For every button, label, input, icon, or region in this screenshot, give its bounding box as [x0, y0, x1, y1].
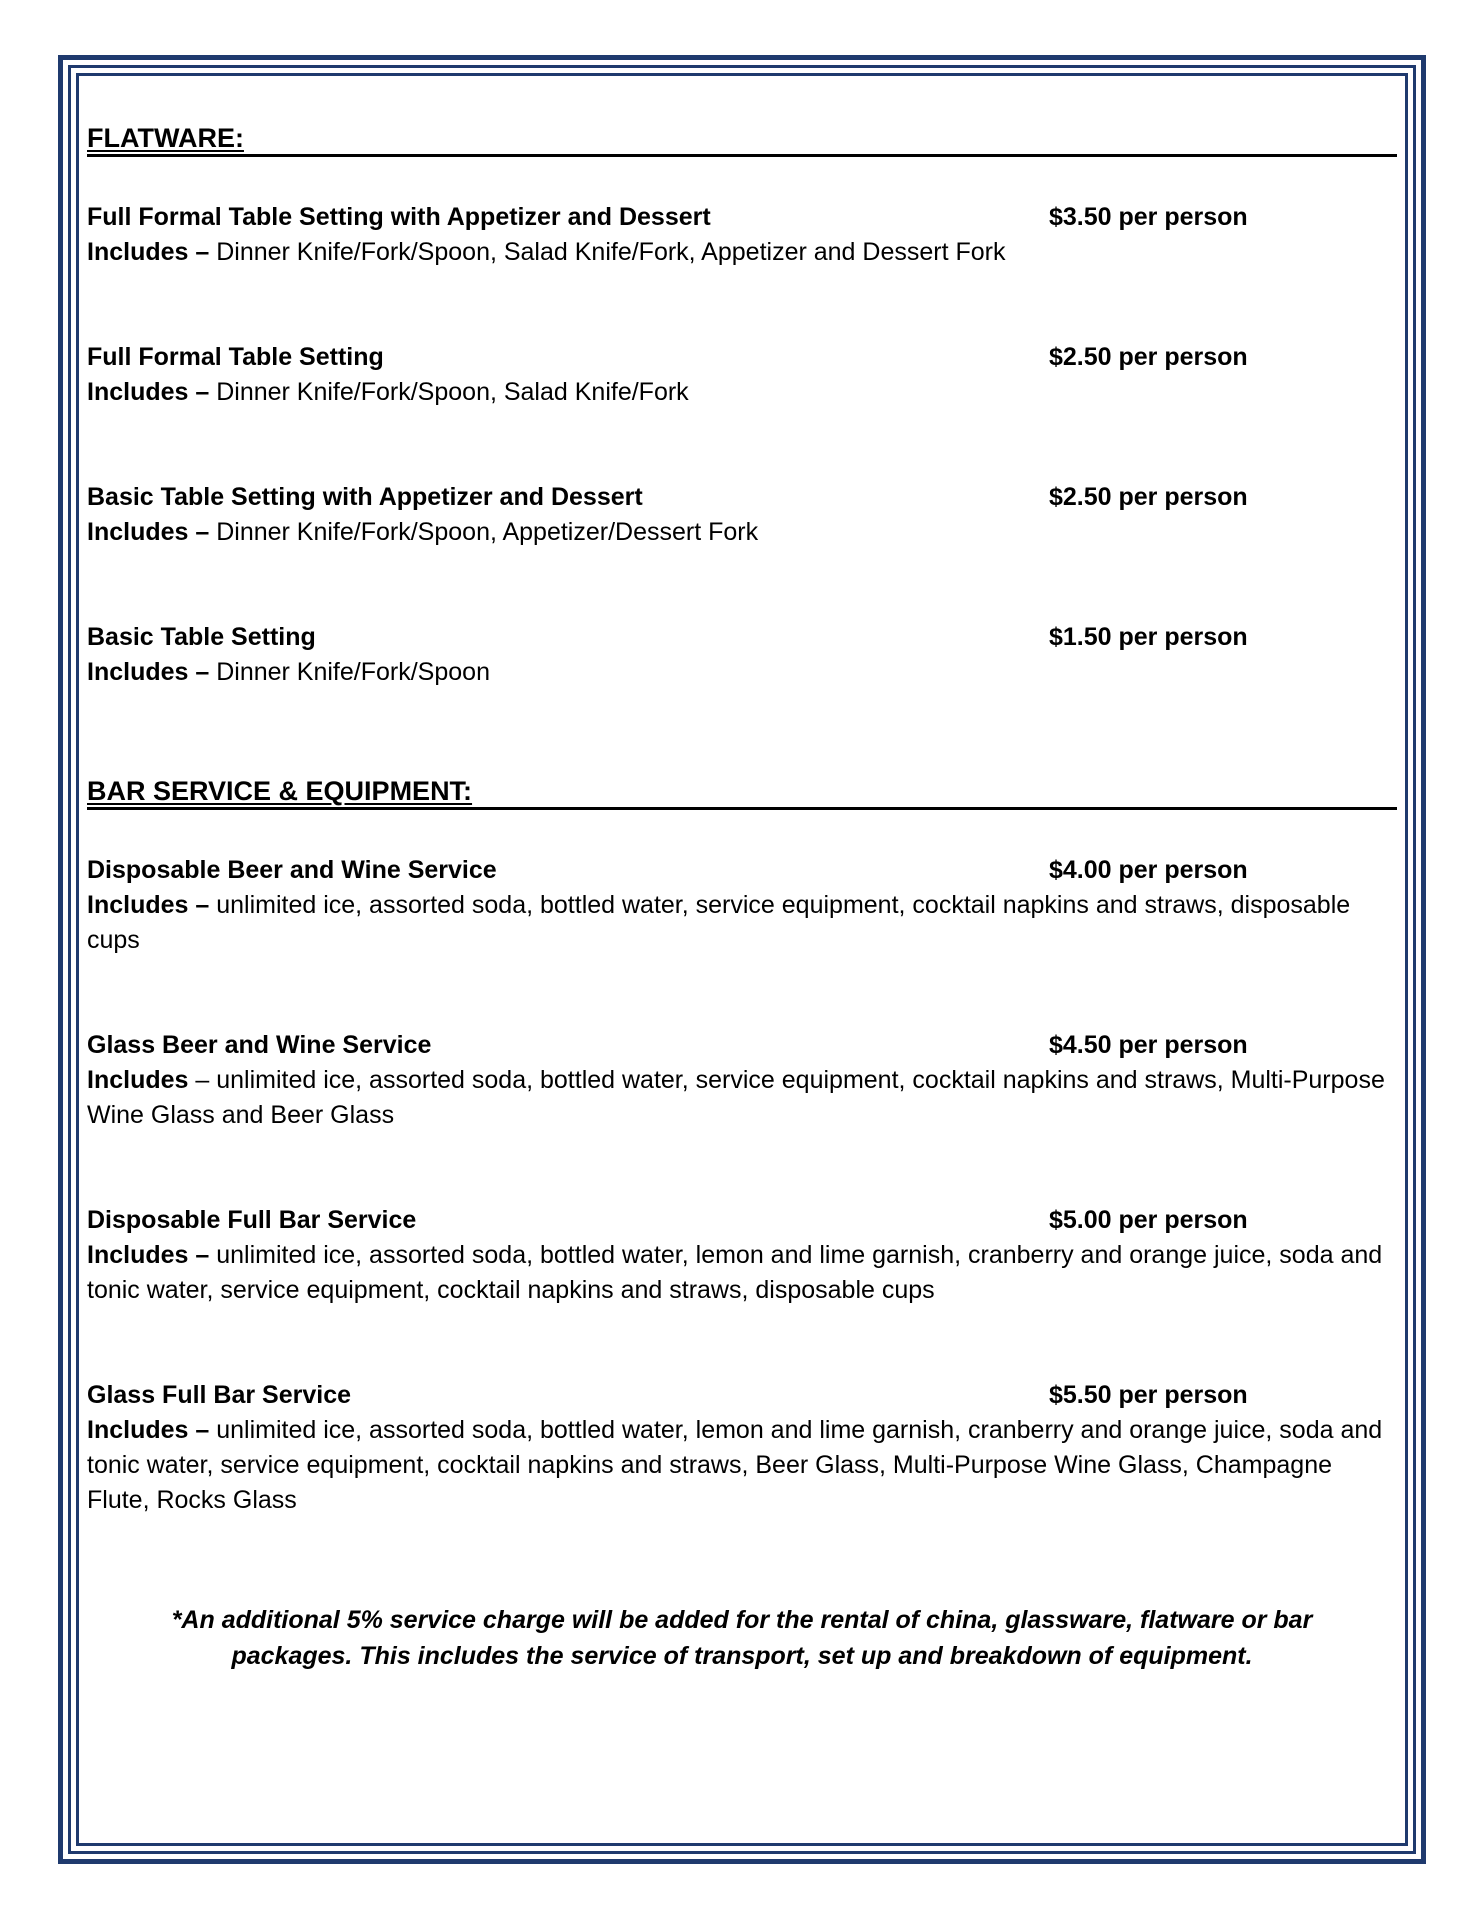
includes-text: Dinner Knife/Fork/Spoon, Appetizer/Dessert Fork — [209, 518, 759, 546]
item-includes — [87, 1063, 1387, 1133]
list-item — [87, 1028, 1397, 1133]
price-list — [87, 122, 1397, 1518]
item-includes — [87, 235, 1387, 270]
includes-text: – unlimited ice, assorted soda, bottled water, service equipment, cocktail napkins and straws, Multi-Purpose Wine Glass and Beer Glass — [87, 1066, 1385, 1129]
list-item — [87, 1203, 1397, 1308]
includes-label: Includes – — [87, 658, 210, 686]
item-name: Glass Beer and Wine Service — [87, 1031, 432, 1059]
item-name: Disposable Beer and Wine Service — [87, 856, 497, 884]
item-price: $4.50 per person — [1049, 1031, 1248, 1059]
includes-text: unlimited ice, assorted soda, bottled water, service equipment, cocktail napkins and straws, disposable cups — [87, 891, 1351, 954]
item-includes — [87, 1238, 1387, 1308]
item-price: $2.50 per person — [1049, 343, 1248, 371]
includes-label: Includes — [87, 1066, 189, 1094]
includes-label: Includes – — [87, 238, 210, 266]
section-heading-bar-service: BAR SERVICE & EQUIPMENT: — [87, 775, 1397, 810]
item-price: $3.50 per person — [1049, 203, 1248, 231]
item-includes — [87, 375, 1387, 410]
item-includes — [87, 655, 1387, 690]
includes-label: Includes – — [87, 518, 210, 546]
item-name: Disposable Full Bar Service — [87, 1206, 417, 1234]
item-price: $5.00 per person — [1049, 1206, 1248, 1234]
item-name: Full Formal Table Setting with Appetizer and Dessert — [87, 203, 711, 231]
list-item — [87, 1378, 1397, 1518]
includes-label: Includes – — [87, 1416, 210, 1444]
item-name: Basic Table Setting — [87, 623, 316, 651]
item-includes — [87, 515, 1387, 550]
includes-text: unlimited ice, assorted soda, bottled water, lemon and lime garnish, cranberry and orange juice, soda and tonic water, service equipment, cocktail napkins and straws, disposable cups — [87, 1241, 1383, 1304]
includes-text: unlimited ice, assorted soda, bottled water, lemon and lime garnish, cranberry and orange juice, soda and tonic water, service equipment, cocktail napkins and straws, Beer Glass, Multi-Purpose Wine Glass, Champagne Flute, Rocks Glass — [87, 1416, 1383, 1514]
includes-text: Dinner Knife/Fork/Spoon, Salad Knife/Fork — [209, 378, 689, 406]
item-price: $1.50 per person — [1049, 623, 1248, 651]
includes-label: Includes – — [87, 378, 210, 406]
item-includes — [87, 888, 1387, 958]
item-name: Full Formal Table Setting — [87, 343, 384, 371]
list-item — [87, 620, 1397, 690]
item-name: Basic Table Setting with Appetizer and Dessert — [87, 483, 643, 511]
section-heading-flatware: FLATWARE: — [87, 122, 1397, 157]
item-price: $2.50 per person — [1049, 483, 1248, 511]
service-charge-footnote: *An additional 5% service charge will be added for the rental of china, glassware, flatware or bar packages. This includes the service of transport, set up and breakdown of equipment. — [171, 1606, 1313, 1670]
item-price: $5.50 per person — [1049, 1381, 1248, 1409]
item-name: Glass Full Bar Service — [87, 1381, 352, 1409]
includes-text: Dinner Knife/Fork/Spoon — [209, 658, 490, 686]
list-item — [87, 853, 1397, 958]
includes-label: Includes – — [87, 1241, 210, 1269]
list-item — [87, 340, 1397, 410]
includes-text: Dinner Knife/Fork/Spoon, Salad Knife/Fork, Appetizer and Dessert Fork — [209, 238, 1006, 266]
includes-label: Includes – — [87, 891, 210, 919]
list-item — [87, 200, 1397, 270]
list-item — [87, 480, 1397, 550]
item-price: $4.00 per person — [1049, 856, 1248, 884]
item-includes — [87, 1413, 1387, 1518]
